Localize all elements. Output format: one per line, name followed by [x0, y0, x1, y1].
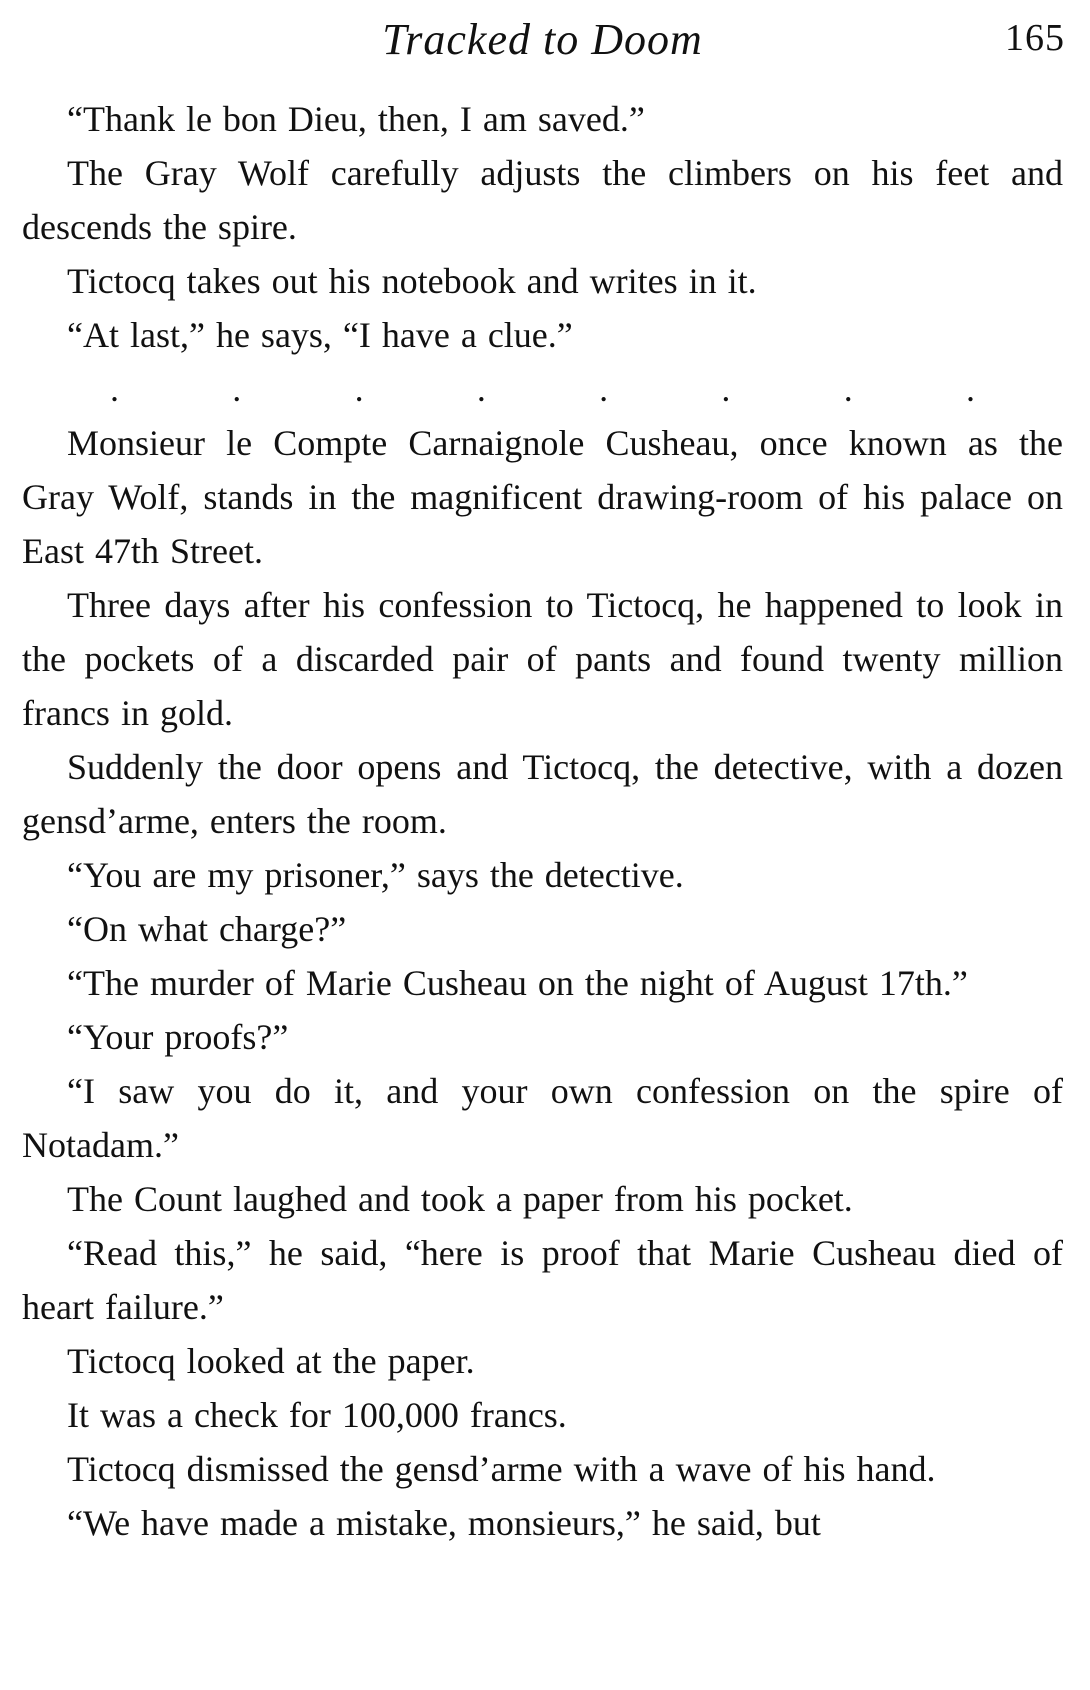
section-break: [22, 362, 1063, 416]
paragraph: Suddenly the door opens and Tictocq, the detective, with a dozen gensd’arme, enters the room.: [22, 747, 1063, 841]
paragraph: Three days after his confession to Tictocq, he happened to look in the pockets of a discarded pair of pants and found twenty million francs in gold.: [22, 585, 1063, 733]
paragraph: “On what charge?”: [67, 909, 347, 949]
body-text: [22, 92, 1063, 1550]
paragraph: Tictocq looked at the paper.: [67, 1341, 475, 1381]
paragraph: “Thank le bon Dieu, then, I am saved.”: [67, 99, 645, 139]
paragraph: “The murder of Marie Cusheau on the night of August 17th.”: [67, 963, 968, 1003]
paragraph: “Read this,” he said, “here is proof that Marie Cusheau died of heart failure.”: [22, 1233, 1063, 1327]
section-break-dot: .: [232, 369, 242, 409]
section-break-dot: .: [110, 369, 119, 409]
paragraph: “Your proofs?”: [67, 1017, 289, 1057]
page-number: 165: [1005, 17, 1065, 59]
page-header: [20, 10, 1065, 70]
section-break-dot: .: [354, 369, 364, 409]
section-break-dot: .: [599, 369, 609, 409]
section-break-dot: .: [721, 369, 731, 409]
paragraph: “You are my prisoner,” says the detective.: [67, 855, 684, 895]
section-break-dot: .: [843, 369, 853, 409]
section-break-dot: .: [476, 369, 486, 409]
paragraph: The Count laughed and took a paper from his pocket.: [67, 1179, 853, 1219]
paragraph: “We have made a mistake, monsieurs,” he said, but: [67, 1503, 821, 1543]
paragraph: “I saw you do it, and your own confession on the spire of Notadam.”: [22, 1071, 1063, 1165]
running-title: Tracked to Doom: [382, 15, 703, 64]
paragraph: Tictocq dismissed the gensd’arme with a wave of his hand.: [67, 1449, 936, 1489]
paragraph: Tictocq takes out his notebook and writes in it.: [67, 261, 757, 301]
section-break-dot: .: [965, 369, 975, 409]
paragraph: “At last,” he says, “I have a clue.”: [67, 315, 573, 355]
paragraph: Monsieur le Compte Carnaignole Cusheau, once known as the Gray Wolf, stands in the magnificent drawing-room of his palace on East 47th Street.: [22, 423, 1063, 571]
paragraph: It was a check for 100,000 francs.: [67, 1395, 567, 1435]
paragraph: The Gray Wolf carefully adjusts the climbers on his feet and descends the spire.: [22, 153, 1063, 247]
